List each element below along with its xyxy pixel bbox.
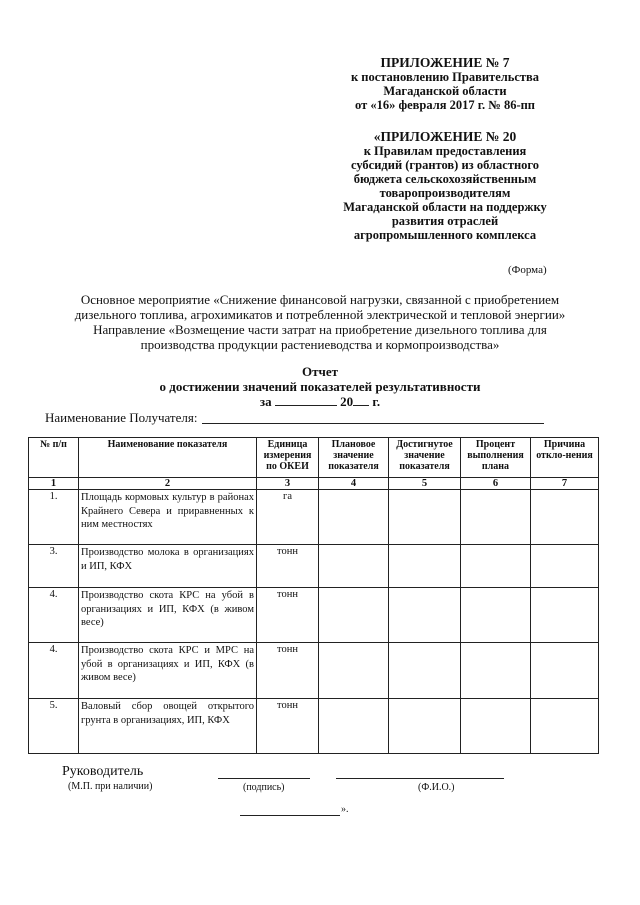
row-planned-cell[interactable] bbox=[319, 699, 389, 754]
intro-line-3: Направление «Возмещение части затрат на приобретение дизельного топлива для bbox=[93, 322, 547, 337]
col-number: 3 bbox=[257, 478, 319, 490]
row-number: 4. bbox=[29, 643, 79, 699]
table-row bbox=[29, 699, 599, 754]
table-row bbox=[29, 490, 599, 545]
recipient-row bbox=[45, 410, 197, 426]
row-indicator: Производство молока в организациях и ИП, КФХ bbox=[79, 545, 257, 588]
stamp-note: (М.П. при наличии) bbox=[68, 781, 153, 792]
row-planned-cell[interactable] bbox=[319, 588, 389, 643]
table-header-row bbox=[29, 438, 599, 478]
header-reason: Причина откло-нения bbox=[531, 438, 599, 478]
report-period bbox=[0, 394, 640, 409]
main-activity-text bbox=[30, 292, 610, 352]
recipient-label: Наименование Получателя: bbox=[45, 410, 198, 425]
row-planned-cell[interactable] bbox=[319, 545, 389, 588]
indicators-table bbox=[28, 437, 599, 754]
appendix-date-line: от «16» февраля 2017 г. № 86-пп bbox=[354, 98, 536, 112]
appendix-producers-line: товаропроизводителям bbox=[379, 186, 511, 200]
row-unit: тонн bbox=[257, 643, 319, 699]
appendix-20-title: «ПРИЛОЖЕНИЕ № 20 bbox=[373, 129, 517, 144]
row-planned-cell[interactable] bbox=[319, 490, 389, 545]
header-achieved: Достигнутое значение показателя bbox=[389, 438, 461, 478]
row-number: 5. bbox=[29, 699, 79, 754]
row-percent-cell[interactable] bbox=[461, 643, 531, 699]
report-title: Отчет bbox=[302, 364, 338, 379]
appendix-complex-line: агропромышленного комплекса bbox=[353, 228, 537, 242]
period-year: 20 bbox=[340, 394, 354, 409]
column-numbers-row bbox=[29, 478, 599, 490]
appendix-rules-line: к Правилам предоставления bbox=[363, 144, 527, 158]
col-number: 7 bbox=[531, 478, 599, 490]
row-number: 3. bbox=[29, 545, 79, 588]
signature-note: (подпись) bbox=[243, 782, 285, 793]
row-achieved-cell[interactable] bbox=[389, 588, 461, 643]
year-blank[interactable] bbox=[353, 394, 369, 406]
row-indicator: Производство скота КРС и МРС на убой в организациях и ИП, КФХ (в живом весе) bbox=[79, 643, 257, 699]
intro-line-4: производства продукции растениеводства и кормопроизводства» bbox=[140, 337, 500, 352]
row-planned-cell[interactable] bbox=[319, 643, 389, 699]
header-indicator: Наименование показателя bbox=[79, 438, 257, 478]
row-achieved-cell[interactable] bbox=[389, 643, 461, 699]
row-indicator: Площадь кормовых культур в районах Крайнего Севера и приравненных к ним местностях bbox=[79, 490, 257, 545]
appendix-number: ПРИЛОЖЕНИЕ № 7 bbox=[380, 55, 510, 70]
row-reason-cell[interactable] bbox=[531, 699, 599, 754]
closing-mark: ». bbox=[341, 804, 349, 815]
header-planned: Плановое значение показателя bbox=[319, 438, 389, 478]
appendix-support-line: Магаданской области на поддержку bbox=[343, 200, 547, 214]
col-number: 5 bbox=[389, 478, 461, 490]
appendix-decree-line: к постановлению Правительства bbox=[350, 70, 540, 84]
row-unit: тонн bbox=[257, 545, 319, 588]
row-indicator: Валовый сбор овощей открытого грунта в организациях, ИП, КФХ bbox=[79, 699, 257, 754]
intro-line-1: Основное мероприятие «Снижение финансовой нагрузки, связанной с приобретением bbox=[80, 292, 560, 307]
header-percent: Процент выполнения плана bbox=[461, 438, 531, 478]
report-title-block bbox=[0, 364, 640, 409]
row-reason-cell[interactable] bbox=[531, 588, 599, 643]
row-reason-cell[interactable] bbox=[531, 545, 599, 588]
row-percent-cell[interactable] bbox=[461, 588, 531, 643]
period-blank[interactable] bbox=[275, 394, 337, 406]
recipient-input-line[interactable] bbox=[202, 423, 544, 424]
appendix-header bbox=[300, 56, 590, 242]
signature-line[interactable] bbox=[218, 778, 310, 779]
row-unit: тонн bbox=[257, 699, 319, 754]
row-number: 1. bbox=[29, 490, 79, 545]
row-percent-cell[interactable] bbox=[461, 699, 531, 754]
header-no: № п/п bbox=[29, 438, 79, 478]
head-label: Руководитель bbox=[62, 764, 144, 779]
row-unit: га bbox=[257, 490, 319, 545]
row-achieved-cell[interactable] bbox=[389, 699, 461, 754]
row-percent-cell[interactable] bbox=[461, 490, 531, 545]
period-prefix: за bbox=[259, 394, 272, 409]
table-row bbox=[29, 545, 599, 588]
row-percent-cell[interactable] bbox=[461, 545, 531, 588]
row-achieved-cell[interactable] bbox=[389, 490, 461, 545]
row-reason-cell[interactable] bbox=[531, 490, 599, 545]
date-line[interactable] bbox=[240, 815, 340, 816]
report-subtitle: о достижении значений показателей результативности bbox=[159, 379, 481, 394]
table-row bbox=[29, 588, 599, 643]
period-suffix: г. bbox=[372, 394, 381, 409]
col-number: 6 bbox=[461, 478, 531, 490]
name-line[interactable] bbox=[336, 778, 504, 779]
appendix-subsidies-line: субсидий (грантов) из областного bbox=[350, 158, 540, 172]
intro-line-2: дизельного топлива, агрохимикатов и потребленной электрической и тепловой энергии» bbox=[74, 307, 566, 322]
header-unit: Единица измерения по ОКЕИ bbox=[257, 438, 319, 478]
form-label: (Форма) bbox=[508, 264, 547, 276]
col-number: 4 bbox=[319, 478, 389, 490]
row-indicator: Производство скота КРС на убой в организациях и ИП, КФХ (в живом весе) bbox=[79, 588, 257, 643]
appendix-budget-line: бюджета сельскохозяйственным bbox=[353, 172, 537, 186]
row-reason-cell[interactable] bbox=[531, 643, 599, 699]
row-achieved-cell[interactable] bbox=[389, 545, 461, 588]
appendix-branches-line: развития отраслей bbox=[391, 214, 499, 228]
col-number: 1 bbox=[29, 478, 79, 490]
row-unit: тонн bbox=[257, 588, 319, 643]
col-number: 2 bbox=[79, 478, 257, 490]
name-note: (Ф.И.О.) bbox=[418, 782, 455, 793]
row-number: 4. bbox=[29, 588, 79, 643]
appendix-region-line: Магаданской области bbox=[383, 84, 507, 98]
table-row bbox=[29, 643, 599, 699]
